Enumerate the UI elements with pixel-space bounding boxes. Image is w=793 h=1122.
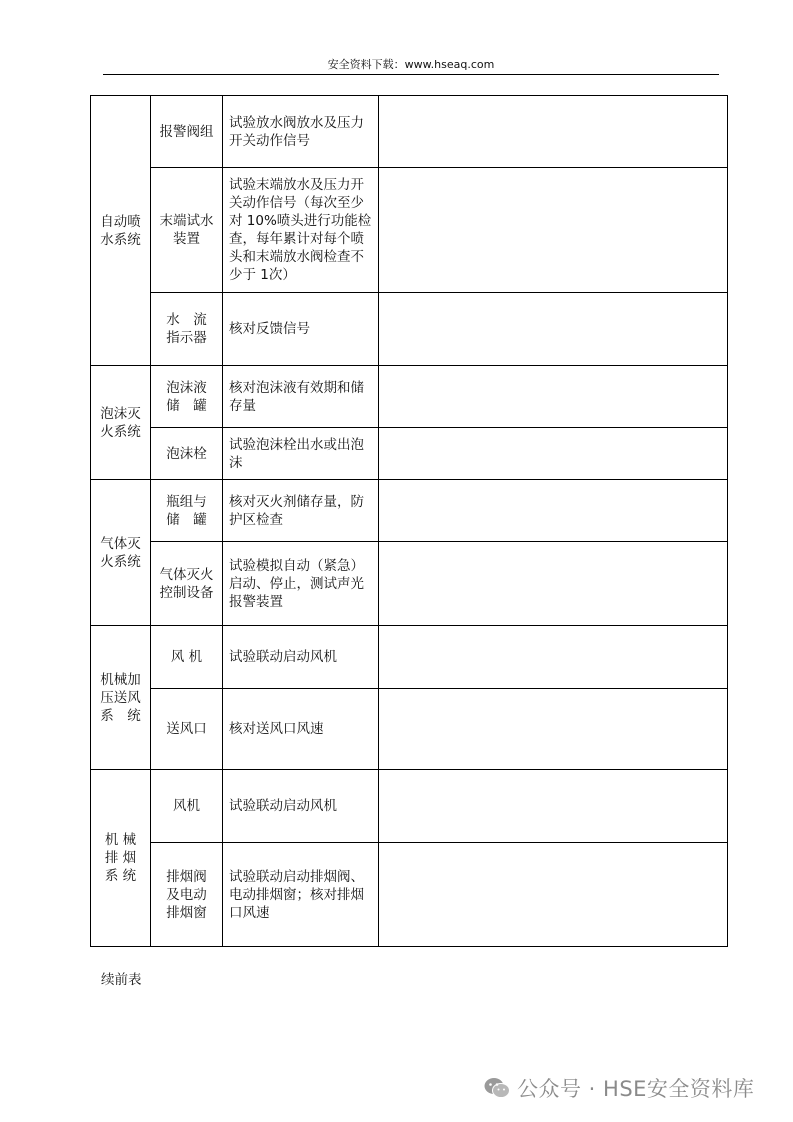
action-cell: 试验泡沫栓出水或出泡沫 bbox=[223, 428, 379, 480]
component-cell: 报警阀组 bbox=[151, 96, 223, 168]
page-header bbox=[103, 57, 719, 75]
component-cell: 泡沫栓 bbox=[151, 428, 223, 480]
component-cell: 送风口 bbox=[151, 689, 223, 770]
table-row bbox=[91, 480, 728, 542]
action-cell: 试验联动启动风机 bbox=[223, 770, 379, 843]
component-cell: 末端试水 装置 bbox=[151, 168, 223, 293]
table-row bbox=[91, 96, 728, 168]
watermark bbox=[483, 1073, 754, 1103]
action-cell: 试验联动启动风机 bbox=[223, 626, 379, 689]
component-cell: 气体灭火 控制设备 bbox=[151, 542, 223, 626]
action-cell: 核对灭火剂储存量，防护区检查 bbox=[223, 480, 379, 542]
continued-note: 续前表 bbox=[101, 972, 142, 988]
component-cell: 水 流 指示器 bbox=[151, 293, 223, 366]
wechat-icon bbox=[483, 1076, 511, 1100]
result-cell bbox=[379, 480, 728, 542]
header-text: 安全资料下载：www.hseaq.com bbox=[327, 58, 495, 71]
result-cell bbox=[379, 168, 728, 293]
table-row bbox=[91, 843, 728, 947]
system-cell: 机 械 排 烟 系 统 bbox=[91, 770, 151, 947]
component-cell: 泡沫液 储 罐 bbox=[151, 366, 223, 428]
action-cell: 试验联动启动排烟阀、电动排烟窗；核对排烟口风速 bbox=[223, 843, 379, 947]
table-row bbox=[91, 689, 728, 770]
action-cell: 试验末端放水及压力开关动作信号（每次至少对 10%喷头进行功能检查，每年累计对每个喷头和末端放水阀检查不少于 1次） bbox=[223, 168, 379, 293]
result-cell bbox=[379, 428, 728, 480]
component-cell: 风 机 bbox=[151, 626, 223, 689]
action-cell: 核对泡沫液有效期和储存量 bbox=[223, 366, 379, 428]
result-cell bbox=[379, 626, 728, 689]
table-row bbox=[91, 428, 728, 480]
table-row bbox=[91, 542, 728, 626]
table-row bbox=[91, 366, 728, 428]
result-cell bbox=[379, 293, 728, 366]
result-cell bbox=[379, 96, 728, 168]
component-cell: 排烟阀 及电动 排烟窗 bbox=[151, 843, 223, 947]
component-cell: 风机 bbox=[151, 770, 223, 843]
result-cell bbox=[379, 689, 728, 770]
action-cell: 试验放水阀放水及压力开关动作信号 bbox=[223, 96, 379, 168]
component-cell: 瓶组与 储 罐 bbox=[151, 480, 223, 542]
table-row bbox=[91, 626, 728, 689]
table-row bbox=[91, 168, 728, 293]
action-cell: 试验模拟自动（紧急）启动、停止，测试声光报警装置 bbox=[223, 542, 379, 626]
result-cell bbox=[379, 366, 728, 428]
action-cell: 核对反馈信号 bbox=[223, 293, 379, 366]
watermark-text: 公众号 · HSE安全资料库 bbox=[517, 1077, 755, 1101]
system-cell: 气体灭 火系统 bbox=[91, 480, 151, 626]
result-cell bbox=[379, 843, 728, 947]
result-cell bbox=[379, 542, 728, 626]
inspection-table bbox=[90, 95, 728, 947]
system-cell: 机械加 压送风 系 统 bbox=[91, 626, 151, 770]
system-cell: 自动喷 水系统 bbox=[91, 96, 151, 366]
action-cell: 核对送风口风速 bbox=[223, 689, 379, 770]
result-cell bbox=[379, 770, 728, 843]
table-row bbox=[91, 770, 728, 843]
system-cell: 泡沫灭 火系统 bbox=[91, 366, 151, 480]
table-row bbox=[91, 293, 728, 366]
